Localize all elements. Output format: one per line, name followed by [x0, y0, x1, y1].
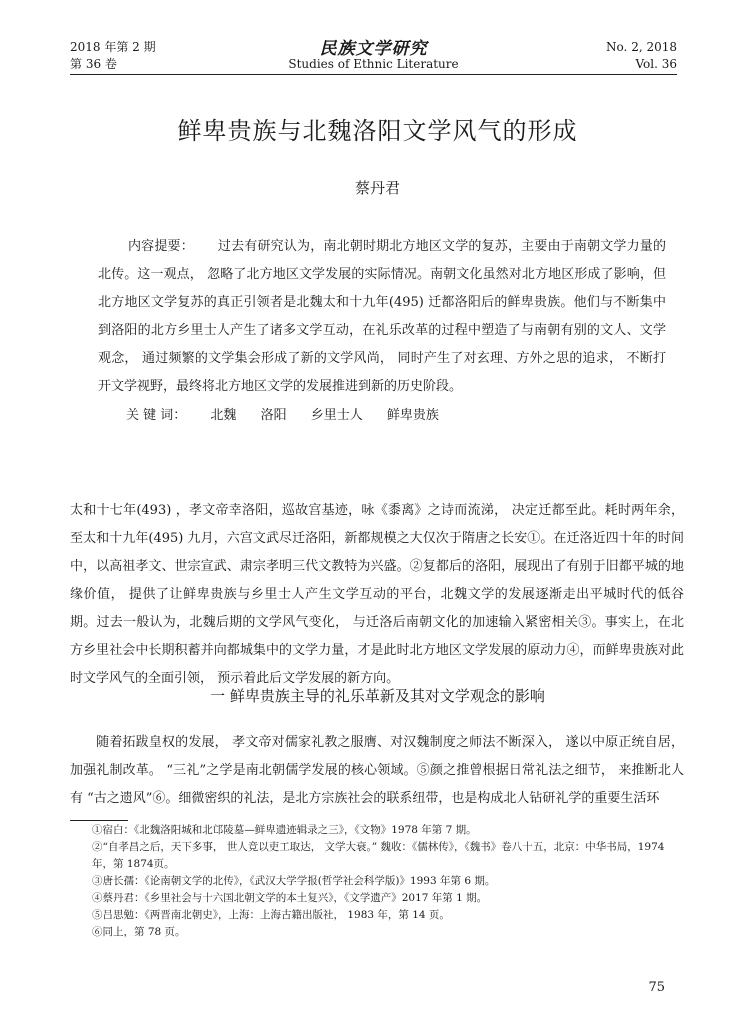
page-number: 75 — [648, 980, 665, 995]
keywords-label: 关 键 词： — [126, 408, 187, 423]
section-heading: 一 鲜卑贵族主导的礼乐革新及其对文学观念的影响 — [210, 687, 545, 705]
keyword: 鲜卑贵族 — [386, 408, 439, 423]
footnote: ①宿白：《北魏洛阳城和北邙陵墓—鲜卑遗迹辑录之三》，《文物》1978 年第 7 期。 — [92, 824, 477, 836]
volume-label: 第 36 卷 — [70, 57, 117, 71]
footnote: ②“自孝昌之后，天下多事， 世人竞以吏工取达， 文学大衰。” 魏收：《儒林传》，《魏书》卷八十五，北京：中华书局，1974 年，第 1874页。 — [92, 841, 665, 870]
volume-label-en: Vol. 36 — [635, 57, 677, 71]
body-paragraph — [70, 729, 684, 813]
footnote: ③唐长孺：《论南朝文学的北传》，《武汉大学学报(哲学社会科学版)》1993 年第 6 期。 — [92, 875, 496, 887]
abstract-text: 过去有研究认为，南北朝时期北方地区文学的复苏，主要由于南朝文学力量的北传。这一观点， 忽略了北方地区文学发展的实际情况。南朝文化虽然对北方地区形成了影响，但北方地区文学复苏的真正引领者是北魏太和十九年(495) 迁都洛阳后的鲜卑贵族。他们与不断集中到洛阳的北方乡里士人产生了诸多文学互动，在礼乐改革的过程中塑造了与南朝有别的文人、文学观念， 通过频繁的文学集会形成了新的文学风尚， 同时产生了对玄理、方外之思的追求， 不断打开文学视野，最终将北方地区文学的发展推进到新的历史阶段。 — [98, 239, 666, 394]
paragraph-text: 随着拓跋皇权的发展， 孝文帝对儒家礼教之服膺、对汉魏制度之师法不断深入， 遂以中原正统自居，加强礼制改革。 “三礼”之学是南北朝儒学发展的核心领域。⑤颜之推曾根据日常礼法之细节， 来推断北人有 “古之遗风”⑥。细微密织的礼法，是北方宗族社会的联系纽带，也是构成北人钻研礼学的重要生活环 — [70, 735, 684, 806]
paragraph-text: 太和十七年(493) ，孝文帝幸洛阳，巡故宫基迹，咏《黍离》之诗而流涕， 决定迁都至此。耗时两年余，至太和十九年(495) 九月，六宫文武尽迁洛阳，新都规模之大仅次于隋唐之长安①。在迁洛近四十年的时间中，以高祖孝文、世宗宣武、肃宗孝明三代文教特为兴盛。②复都后的洛阳，展现出了有别于旧都平城的地缘价值， 提供了让鲜卑贵族与乡里士人产生文学互动的平台，北魏文学的发展逐渐走出平城时代的低谷期。过去一般认为，北魏后期的文学风气变化， 与迁洛后南朝文化的加速输入紧密相关③。事实上，在北方乡里社会中长期积蓄并向都城集中的文学力量，才是此时北方地区文学发展的原动力④，而鲜卑贵族对此时文学风气的全面引领， 预示着此后文学发展的新方向。 — [70, 503, 684, 686]
issue-label-en: No. 2, 2018 — [606, 40, 677, 54]
issue-label: 2018 年第 2 期 — [70, 40, 156, 54]
keywords — [126, 406, 439, 426]
footnotes — [70, 822, 686, 941]
keyword: 乡里士人 — [310, 408, 363, 423]
article-title: 鲜卑贵族与北魏洛阳文学风气的形成 — [177, 117, 578, 145]
footnote: ⑥同上，第 78 页。 — [92, 926, 186, 938]
keyword: 北魏 — [210, 408, 237, 423]
footnote-divider — [70, 820, 128, 821]
keyword: 洛阳 — [260, 408, 287, 423]
abstract — [98, 233, 666, 401]
footnote: ⑤吕思勉：《两晋南北朝史》，上海：上海古籍出版社， 1983 年，第 14 页。 — [92, 909, 450, 921]
journal-logo: 民族文学研究 — [319, 39, 428, 59]
article-author: 蔡丹君 — [354, 179, 400, 197]
footnote: ④蔡丹君：《乡里社会与十六国北朝文学的本土复兴》，《文学遗产》2017 年第 1 期。 — [92, 892, 488, 904]
journal-english-name: Studies of Ethnic Literature — [288, 57, 459, 71]
running-header — [70, 40, 677, 75]
body-paragraph — [70, 497, 684, 693]
abstract-label: 内容提要： — [128, 239, 194, 254]
